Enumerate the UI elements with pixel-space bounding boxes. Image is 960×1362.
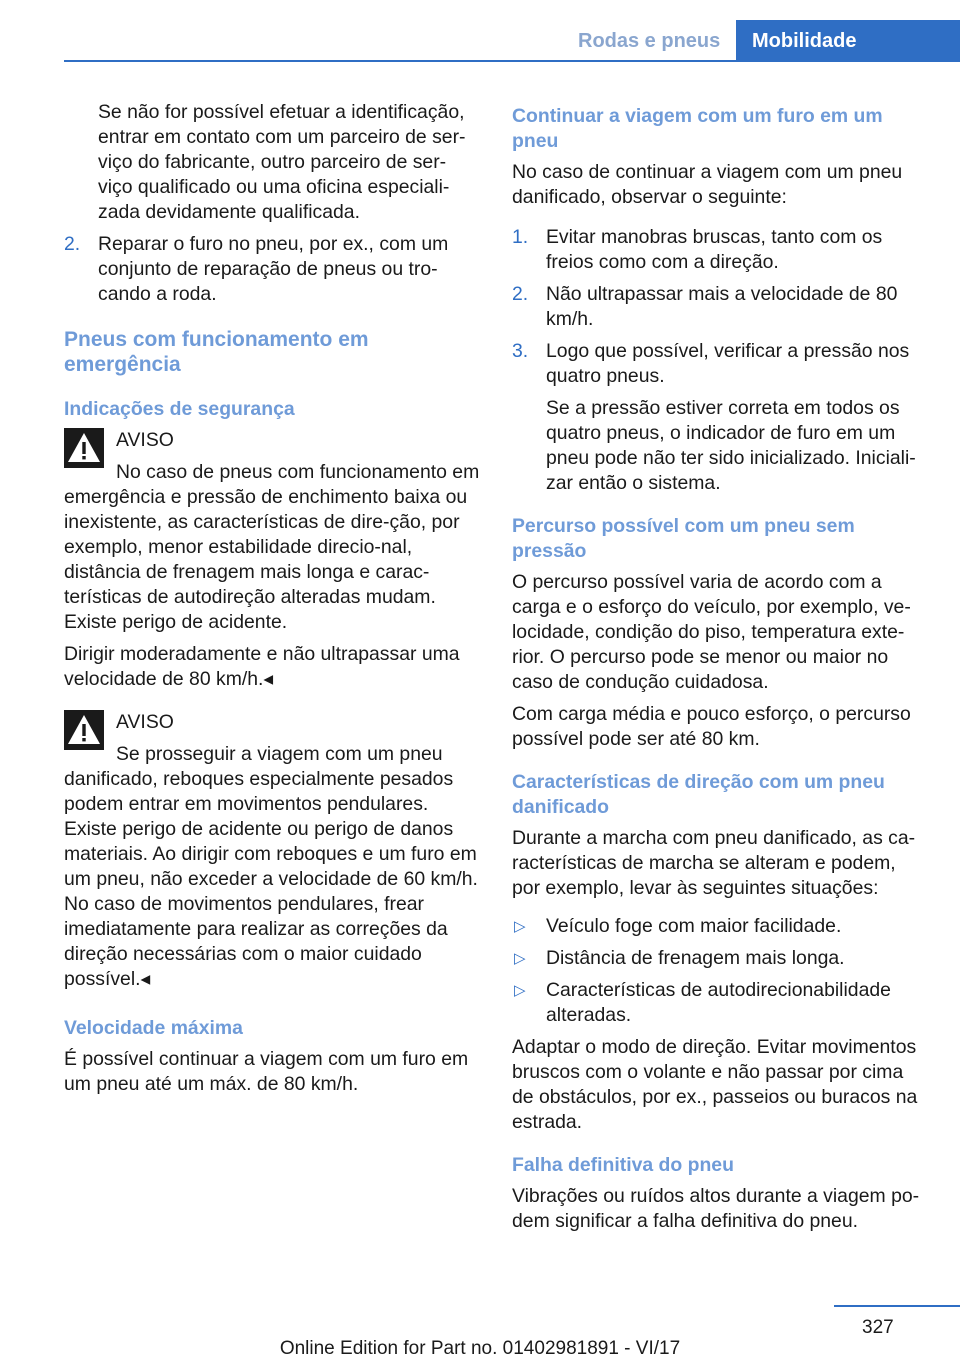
- list-item: [512, 946, 928, 971]
- subheading-handling: Características de direção com um pneu danificado: [512, 771, 885, 818]
- right-column: [512, 100, 928, 1241]
- paragraph: No caso de continuar a viagem com um pneu danificado, observar o seguinte:: [512, 161, 903, 208]
- warning-block: [64, 710, 480, 992]
- footer-rule: [834, 1305, 960, 1307]
- list-item: [512, 339, 928, 389]
- list-number: 2.: [64, 233, 81, 255]
- list-item-text: Reparar o furo no pneu, por ex., com um conjunto de reparação de pneus ou tro-cando a roda.: [98, 233, 449, 305]
- subheading-failure: Falha definitiva do pneu: [512, 1154, 734, 1176]
- list-item: [512, 978, 928, 1028]
- warning-block: [64, 428, 480, 692]
- left-column: [64, 100, 480, 1104]
- header-rule: [64, 60, 960, 62]
- paragraph: É possível continuar a viagem com um furo em um pneu até um máx. de 80 km/h.: [64, 1048, 469, 1095]
- header-chapter-tab: Mobilidade: [736, 20, 960, 62]
- list-item-text: Logo que possível, verificar a pressão nos quatro pneus.: [546, 340, 910, 387]
- paragraph: O percurso possível varia de acordo com a carga e o esforço do veículo, por exemplo, ve-locidade, condição do piso, temperatura exte-rior. O percurso pode se menor ou maior no caso de condução cuidadosa.: [512, 571, 911, 693]
- warning-text: No caso de pneus com funcionamento em emergência e pressão de enchimento baixa ou inexistente, as características de dire-ção, por exemplo, menor estabilidade direcio-nal, distância de frenagem mais longa e carac-terísticas de autodireção alteradas mudam. Existe perigo de acidente.: [64, 461, 480, 633]
- list-item-text: Evitar manobras bruscas, tanto com os freios como com a direção.: [546, 226, 883, 273]
- list-item: [512, 914, 928, 939]
- list-item-text: Não ultrapassar mais a velocidade de 80 km/h.: [546, 283, 898, 330]
- edition-footer: Online Edition for Part no. 01402981891 - VI/17: [279, 1338, 681, 1359]
- list-item-text: Veículo foge com maior facilidade.: [546, 915, 842, 937]
- warning-title: AVISO: [116, 429, 174, 451]
- warning-text: Se prosseguir a viagem com um pneu danificado, reboques especialmente pesados podem entrar em movimentos pendulares. Existe perigo de acidente ou perigo de danos materiais. Ao dirigir com reboques e um furo em um pneu, não exceder a velocidade de 60 km/h. No caso de movimentos pendulares, frear imediatamente para realizar as correções da direção necessárias com o maior cuidado possível.◂: [64, 743, 478, 990]
- list-item: [64, 232, 480, 307]
- paragraph: Adaptar o modo de direção. Evitar movimentos bruscos com o volante e não passar por cima de obstáculos, por ex., passeios ou buracos na estrada.: [512, 1036, 918, 1133]
- list-number: 2.: [512, 283, 529, 305]
- paragraph: Durante a marcha com pneu danificado, as ca-racterísticas de marcha se alteram e podem, por exemplo, levar às seguintes situações:: [512, 827, 916, 899]
- section-heading-runflat: Pneus com funcionamento em emergência: [64, 328, 369, 376]
- subheading-distance: Percurso possível com um pneu sem pressão: [512, 515, 855, 562]
- subheading-continue: Continuar a viagem com um furo em um pneu: [512, 105, 883, 152]
- list-number: 3.: [512, 340, 529, 362]
- list-number: 1.: [512, 226, 529, 248]
- page-number: 327: [862, 1317, 894, 1338]
- subheading-max-speed: Velocidade máxima: [64, 1017, 243, 1039]
- triangle-bullet-icon: ▷: [514, 950, 526, 967]
- header-section-title: Rodas e pneus: [578, 30, 721, 52]
- list-item: [512, 225, 928, 275]
- subheading-safety: Indicações de segurança: [64, 398, 295, 420]
- warning-triangle-icon: [64, 710, 104, 750]
- list-item-text: Distância de frenagem mais longa.: [546, 947, 845, 969]
- page-header: [0, 0, 960, 62]
- warning-title: AVISO: [116, 711, 174, 733]
- list-item-note: Se a pressão estiver correta em todos os quatro pneus, o indicador de furo em um pneu pode não ter sido inicializado. Iniciali-zar então o sistema.: [546, 397, 916, 494]
- list-item-continuation: Se não for possível efetuar a identificação, entrar em contato com um parceiro de ser-viço do fabricante, outro parceiro de ser-viço qualificado ou uma oficina especiali-zada devidamente qualificada.: [98, 101, 466, 223]
- paragraph: Vibrações ou ruídos altos durante a viagem po-dem significar a falha definitiva do pneu.: [512, 1185, 920, 1232]
- warning-text: Dirigir moderadamente e não ultrapassar uma velocidade de 80 km/h.◂: [64, 643, 460, 690]
- paragraph: Com carga média e pouco esforço, o percurso possível pode ser até 80 km.: [512, 703, 911, 750]
- list-item: [512, 282, 928, 332]
- triangle-bullet-icon: ▷: [514, 918, 526, 935]
- warning-triangle-icon: [64, 428, 104, 468]
- list-item-text: Características de autodirecionabilidade alteradas.: [546, 979, 891, 1026]
- triangle-bullet-icon: ▷: [514, 982, 526, 999]
